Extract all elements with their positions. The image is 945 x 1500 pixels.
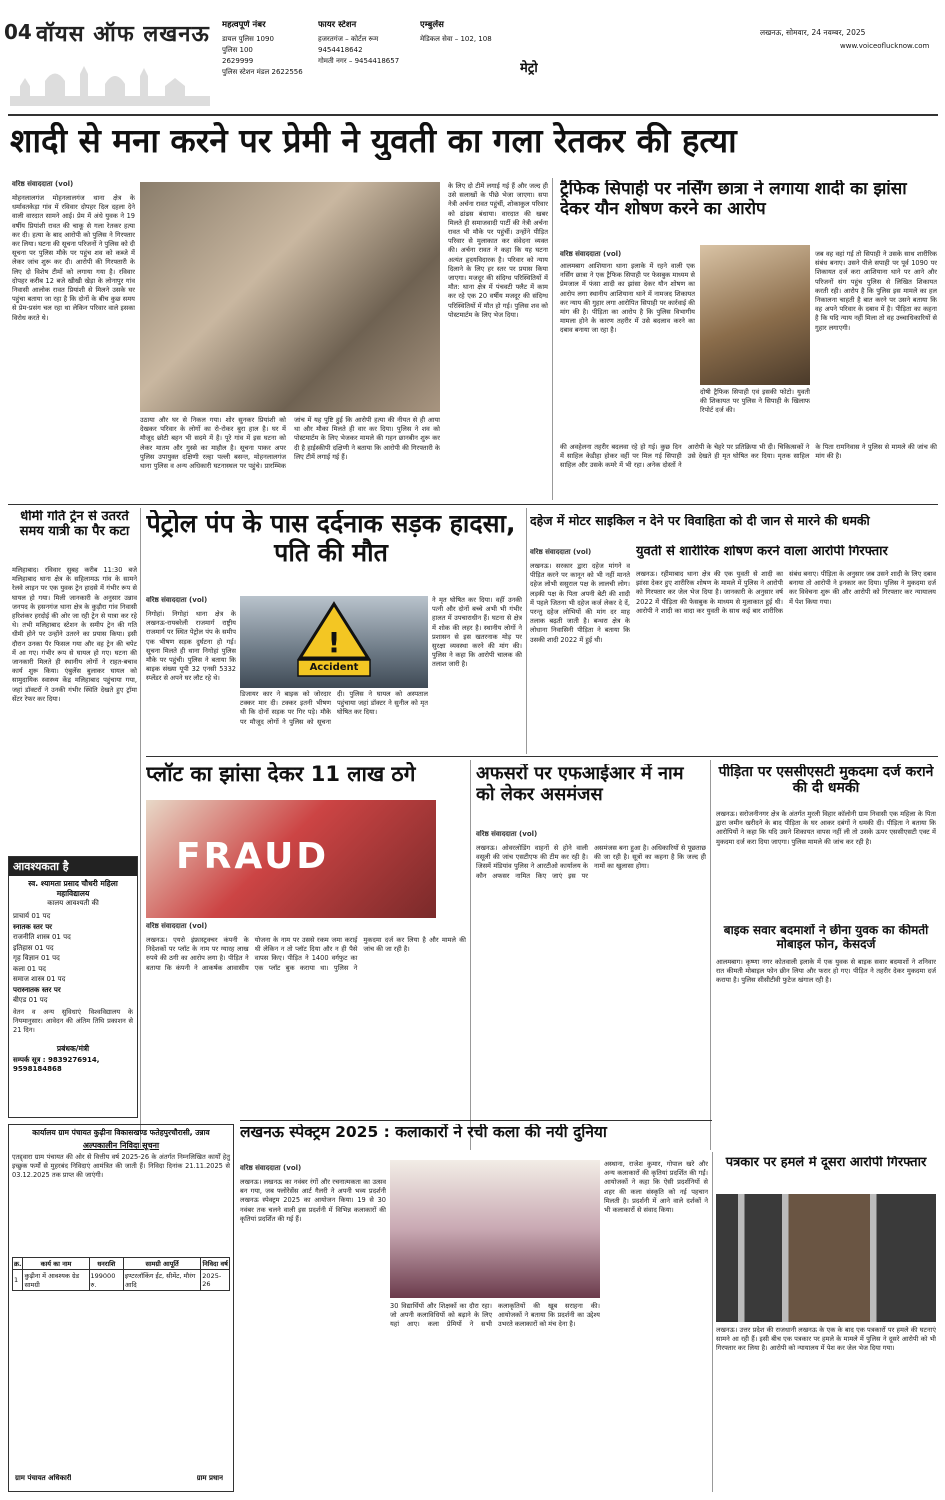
dowry-col1: लखनऊ। सरकार द्वारा दहेज मांगने व पीड़ित करने पर कानून को भी नहीं मानते दहेज लोभी ससुराल पक्ष के लालची लोग। लड़की पक्ष के पिता अपनी बेटी की शादी में पहले जितना भी दहेज कर्ज लेकर दे दें, परन्तु दहेज लोभियों की मांग दर माह तलाक बढ़ती जाती है। बन्थरा क्षेत्र के लोधाना निवासिनी पीड़िता ने बताया कि उसकी शादी 2022 में हुई थी। xyxy=(530,562,630,644)
attack-photo xyxy=(716,1194,936,1322)
dateline: लखनऊ, सोमवार, 24 नवम्बर, 2025 xyxy=(760,28,866,37)
accident-label: Accident xyxy=(309,662,359,673)
table-header: कार्य का नाम xyxy=(23,1258,89,1270)
fraud-byline: वरिष्ठ संवाददाता (vol) xyxy=(146,922,208,930)
lead-photo xyxy=(140,182,440,412)
fraud-headline: प्लॉट का झांसा देकर 11 लाख ठगे xyxy=(146,762,416,786)
tender-footer-left: ग्राम पंचायत अधिकारी xyxy=(15,1474,72,1482)
need-post: इतिहास 01 पद xyxy=(13,943,54,952)
petrol-byline: वरिष्ठ संवाददाता (vol) xyxy=(146,596,208,604)
traffic-col3: जब वह वहां गई तो सिपाही ने उसके साथ शारीरिक संबंध बनाए। उसने पीले सपाही पर पूर्व 1090 पर शिकायत दर्ज करा आशियाना थाने पर आने और परिजनों संग पहुंच पुलिस से लिखित शिकायत करती रही। आरोप है कि पुलिस इस मामले का हल निकालना चाहती है बात करने पर उसने बताया कि वह अपने परिवार के दबाव में है। पीड़िता का कहना है कि यदि न्याय नहीं मिला तो वह उच्चाधिकारियों से गुहार लगाएगी। xyxy=(815,250,937,332)
tender-footer-right: ग्राम प्रधान xyxy=(196,1474,223,1482)
train-body: मलिहाबाद। रविवार सुबह करीब 11:30 बजे मलिहाबाद थाना क्षेत्र के सहिलामऊ गांव के सामने रेलवे लाइन पर एक युवक ट्रेन हादसे में गंभीर रूप से घायल हो गया। मिली जानकारी के अनुसार उन्नाव जनपद के हसनगंज थाना क्षेत्र के कुड़ौरा गांव निवासी हरिशंकर हरदोई की ओर जा रही ट्रेन से यात्रा कर रहे थे। तभी मलिहाबाद स्टेशन के समीप ट्रेन की गति धीमी होने पर उन्होंने उतरने का प्रयास किया। इसी दौरान उनका पैर फिसल गया और वह ट्रेन की चपेट में आ गए। गंभीर रूप से घायल हो गए। घटना की जानकारी मिलते ही स्थानीय लोगों ने राहत-बचाव कार्य शुरू किया। एंबुलेंस बुलाकर घायल को सामुदायिक स्वास्थ्य केंद्र मलिहाबाद पहुंचाया गया, जहां डॉक्टरों ने उनकी गंभीर स्थिति देखते हुए ट्रॉमा सेंटर रेफर कर दिया। xyxy=(12,566,137,703)
table-cell: 1 xyxy=(13,1270,23,1291)
need-school: स्व. श्यामता प्रसाद चौधरी महिला महाविद्यालय xyxy=(28,879,118,898)
number-line: 2629999 xyxy=(222,57,254,65)
section-name: मेट्रो xyxy=(520,61,538,76)
divider xyxy=(710,760,711,1150)
dowry-byline: वरिष्ठ संवाददाता (vol) xyxy=(530,548,592,556)
numbers-title: महत्वपूर्ण नंबर xyxy=(222,20,266,30)
number-line: पुलिस 100 xyxy=(222,46,253,54)
fir-body: लखनऊ। ओवरलोडिंग वाहनों से होने वाली वसूली की जांच एसटीएफ की टीम कर रही है। जिसमें मंडियांव पुलिस ने आरटीओ कार्यालय के कौन अफसर नामित किए जाएं इस पर असमंजस बना हुआ है। अधिकारियों से पूछताछ की जा रही है। सूत्रों का कहना है कि जल्द ही नामों का खुलासा होगा। xyxy=(476,844,706,880)
rule xyxy=(240,1120,712,1121)
need-post: परास्नातक स्तर पर xyxy=(13,985,61,994)
petrol-col2: निगोहां। निगोहां थाना क्षेत्र के लखनऊ-रायबरेली राजमार्ग राष्ट्रीय राजमार्ग पर स्थित पेट्रोल पंप के समीप एक भीषण सड़क दुर्घटना हो गई। सूचना मिलते ही थाना निगोहां पुलिस मौके पर पहुंची। पुलिस ने बताया कि बाइक संख्या यूपी 32 एनसी 5332 स्प्लेंडर से अपने घर लौट रहे थे। xyxy=(146,610,236,683)
fraud-body: लखनऊ। एयरो इंफ्रास्ट्रक्चर कंपनी के निदेशकों पर प्लॉट के नाम पर ग्यारह लाख रुपये की ठगी का आरोप लगा है। पीड़ित ने बताया कि कंपनी ने आकर्षक आवासीय योजना के नाम पर उससे रकम जमा कराई थी लेकिन न तो प्लॉट दिया और न ही पैसे वापस किए। पीड़ित ने 1400 वर्गफुट का एक प्लॉट बुक कराया था। पुलिस ने मुकदमा दर्ज कर लिया है और मामले की जांच की जा रही है। xyxy=(146,936,466,972)
skyline-graphic xyxy=(10,56,210,106)
table-cell: कुढ़ीना में आवश्यक ग्रेड सामग्री xyxy=(23,1270,89,1291)
number-line: पुलिस स्टेशन मंडल 2622556 xyxy=(222,68,303,76)
traffic-caption: दोषी ट्रैफिक सिपाही एवं इसकी फोटो। युवती की शिकायत पर पुलिस ने सिपाही के खिलाफ रिपोर्ट दर्ज की। xyxy=(700,388,810,415)
svg-text:!: ! xyxy=(327,626,341,659)
lead-col1: मोहनलालगंज मोहनलालगंज थाना क्षेत्र के धर्मावतकेड़ा गांव में रविवार दोपहर दिल दहला देने वाली वारदात सामने आई। प्रेम में अंधे युवक ने 19 वर्षीय प्रियांशी रावत की चाकू से गला रेतकर हत्या कर दी। हत्या के बाद आरोपी को पुलिस ने गिरफ्तार कर लिया। घटना की सूचना परिजनों ने पुलिस को दी सूचना पर पुलिस मौके पर पहुंच शव को कब्जे में लेकर जांच शुरू कर दी। आरोपी की गिरफ्तारी के लिए दो विशेष टीमों को लगाया गया है। रविवार दोपहर करीब 12 बजे खीखी खेड़ा के लोनापुर गांव निवासी आलोक रावत प्रियांशी से मिलने उसके घर पहुंचा बताया जा रहा है कि दोनों के बीच कुछ समय से प्रेम-प्रसंग चल रहा था लेकिन परिवार वाले इसका विरोध करते थे। xyxy=(12,194,135,322)
spectrum-col3: अस्थाना, राजेश कुमार, गोपाल खरे और अन्य कलाकारों की कृतियां प्रदर्शित की गईं। आयोजकों ने कहा कि ऐसी प्रदर्शनियों से शहर की कला संस्कृति को नई पहचान मिलती है। प्रदर्शनी में आने वाले दर्शकों ने भी कलाकारों से संवाद किया। xyxy=(604,1160,708,1215)
need-box xyxy=(8,856,138,1118)
need-post: स्नातक स्तर पर xyxy=(13,922,53,931)
tender-body: एतद्द्वारा ग्राम पंचायत की ओर से वित्तीय वर्ष 2025-26 के अंतर्गत निम्नलिखित कार्यों हेतु इच्छुक फर्मों से मुहरबंद निविदाएं आमंत्रित की जाती हैं। निविदा दिनांक 21.11.2025 से 03.12.2025 तक प्राप्त की जाएंगी। xyxy=(12,1153,230,1180)
need-post: कला 01 पद xyxy=(13,964,46,973)
numbers-box xyxy=(222,20,312,100)
divider xyxy=(712,1152,713,1492)
need-post: राजनीति शास्त्र 01 पद xyxy=(13,933,71,941)
table-header: निविदा वर्ष xyxy=(201,1258,230,1270)
traffic-headline: ट्रैफिक सिपाही पर नर्सिंग छात्रा ने लगाया शादी का झांसा देकर यौन शोषण करने का आरोप xyxy=(560,180,907,219)
arrest-headline: युवती से शारीरिक शोषण करने वाला आरोपी गिरफ्तार xyxy=(636,545,888,559)
fire-box xyxy=(318,20,418,100)
lead-headline: शादी से मना करने पर प्रेमी ने युवती का गला रेतकर की हत्या xyxy=(10,122,737,160)
need-subtitle: कालय आवश्यती की xyxy=(47,899,99,907)
tender-title: कार्यालय ग्राम पंचायत कुढ़ीना विकासखण्ड फतेहपुरचौरासी, उन्नाव xyxy=(32,1128,210,1137)
table-cell: 199000 रु. xyxy=(89,1270,123,1291)
petrol-col3: डिजायर कार ने बाइक को जोरदार टक्कर मार दी। टक्कर इतनी भीषण थी कि दोनों सड़क पर गिर पड़े। मौके पर मौजूद लोगों ने पुलिस को सूचना दी। पुलिस ने घायल को अस्पताल पहुंचाया जहां डॉक्टर ने सुनील को मृत घोषित कर दिया। xyxy=(240,690,428,726)
ambulance-title: एम्बुलेंस xyxy=(420,20,444,30)
paper-name: वॉयस ऑफ लखनऊ xyxy=(36,22,210,47)
need-note: वेतन व अन्य सुविधाएं विश्वविद्यालय के नियमानुसार। आवेदन की अंतिम तिथि प्रकाशन से 21 दिन। xyxy=(13,1007,133,1034)
lead-col3: के लिए दो टीमें लगाई गई हैं और जल्द ही उसे सलाखों के पीछे भेजा जाएगा। सपा नेत्री अर्चना रावत पहुंचीं, शोकाकुल परिवार को ढांढस बंधाया। वारदात की खबर मिलते ही समाजवादी पार्टी की नेत्री अर्चना रावत भी मौके पर पहुंचीं। उन्होंने पीड़ित परिवार से मुलाकात कर संवेदना व्यक्त की। अर्चना रावत ने कहा कि यह घटना अत्यंत हृदयविदारक है। परिवार को न्याय दिलाने के लिए हर स्तर पर प्रयास किया जाएगा। मजदूर की संदिग्ध परिस्थितियों में मौत: थाना क्षेत्र में पंचवटी फ्लैट में काम कर रहे एक 20 वर्षीय मजदूर की संदिग्ध परिस्थितियों में मौत हो गई। पुलिस शव को पोस्टमार्टम के लिए भेज दिया। xyxy=(448,182,548,319)
divider xyxy=(140,508,141,1148)
traffic-byline: वरिष्ठ संवाददाता (vol) xyxy=(560,250,622,258)
table-header: सामग्री आपूर्ति xyxy=(123,1258,200,1270)
masthead-rule xyxy=(8,114,938,116)
bike-body: आलमबाग। कृष्णा नगर कोतवाली इलाके में एक युवक से बाइक सवार बदमाशों ने शनिवार रात कीमती मोबाइल फोन छीन लिया और फरार हो गए। पीड़ित ने तहरीर देकर मुकदमा दर्ज कराया है। पुलिस सीसीटीवी फुटेज खंगाल रही है। xyxy=(716,958,936,985)
skyline-icon xyxy=(10,56,210,106)
tender-box xyxy=(8,1124,234,1492)
petrol-headline: पेट्रोल पंप के पास दर्दनाक सड़क हादसा, पति की मौत xyxy=(146,510,516,567)
need-title: आवश्यकता है xyxy=(9,857,137,876)
need-manager: प्रबंधक/मंत्री xyxy=(56,1043,90,1053)
sc-body: लखनऊ। सरोजनीनगर क्षेत्र के अंतर्गत मुरली विहार कॉलोनी ग्राम निवासी एक महिला के पिता द्वारा जमीन खरीदने के बाद पीड़िता के घर आकर दबंगों ने धमकी दी। पीड़िता ने बताया कि आरोपियों ने कहा कि यदि उसने शिकायत वापस नहीं ली तो उसके ऊपर एससीएसटी एक्ट में मुकदमा दर्ज करा दिया जाएगा। पुलिस मामले की जांच कर रही है। xyxy=(716,810,936,846)
need-phone: सम्पर्क सूत्र : 9839276914, 9598184868 xyxy=(13,1055,100,1073)
table-header: क्र. xyxy=(13,1258,23,1270)
divider xyxy=(526,508,527,754)
train-headline: धीमी गति ट्रेन से उतरते समय यात्री का पैर कटा xyxy=(19,510,130,539)
fraud-image xyxy=(146,800,436,918)
divider xyxy=(552,178,553,500)
spectrum-col1: लखनऊ। लखनऊ का नवंबर रंगों और रचनात्मकता का उत्सव बन गया, जब फ्लोरेसेंस आर्ट गैलरी ने अपनी भव्य प्रदर्शनी लखनऊ स्पेक्ट्रम 2025 का आयोजन किया। 19 से 30 नवंबर तक चलने वाली इस प्रदर्शनी में विभिन्न कलाकारों की कृतियां प्रदर्शित की गई हैं। xyxy=(240,1178,386,1223)
spectrum-col2: 30 विद्यार्थियों और शिक्षकों का दौरा रहा। जो अपनी कलाविधियों को बढ़ाने के लिए यहां आए। कला प्रेमियों ने सभी कलाकृतियों की खूब सराहना की। आयोजकों ने बताया कि प्रदर्शनी का उद्देश्य उभरते कलाकारों को मंच देना है। xyxy=(390,1302,600,1329)
lead-col2: उठाया और घर से निकल गया। शोर सुनकर प्रियांशी को देखकर परिवार के लोगों का रो-रोकर बुरा हाल है। घर में मौजूद छोटी बहन भी सदमे में है। पूरे गांव में इस घटना को लेकर मातम और गुस्से का माहौल है। सूचना पाकर अपर पुलिस उपायुक्त दक्षिणी रल्हा पल्ली बसन्त, मोहनलालगंज थाना पुलिस व अन्य अधिकारी घटनास्थल पर पहुंचे। प्रारम्भिक जांच में यह पुष्टि हुई कि आरोपी हत्या की नीयत से ही आया था और मौका मिलते ही वार कर दिया। पुलिस ने शव को पोस्टमार्टम के लिए भेजकर मामले की गहन छानबीन शुरू कर दी है हाईस्कीपी दक्षिणी ने बताया कि आरोपी की गिरफ्तारी के लिए टीमें लगाई गई हैं। xyxy=(140,416,440,471)
fir-byline: वरिष्ठ संवाददाता (vol) xyxy=(476,830,538,838)
table-row xyxy=(13,1270,230,1291)
need-post: गृह विज्ञान 01 पद xyxy=(13,954,60,962)
website: www.voiceoflucknow.com xyxy=(840,42,930,50)
table-cell: इण्टरलॉकिंग ईंट, सीमेंट, मौरंग आदि xyxy=(123,1270,200,1291)
fire-title: फायर स्टेशन xyxy=(318,20,357,30)
table-cell: 2025-26 xyxy=(201,1270,230,1291)
fraud-label: FRAUD xyxy=(176,836,330,877)
fir-headline: अफसरों पर एफआईआर में नाम को लेकर असमंजस xyxy=(476,764,684,805)
traffic-tail: की अवहेलना तहरीर बदलवा रहे हो गई। कुछ दिन में साहिल केडीहा होकर वहीं पर मिल गई सिपाही साहिल और उसके कमरे में भी रहा। अनेक दोस्तों ने आरोपी के चेहरे पर प्रतिक्रिया भी दी। चिकित्सकों ने उसे देखते ही मृत घोषित कर दिया। मृतक साहिल के पिता रामनिवास ने पुलिस से मामले की जांच की मांग की है। xyxy=(560,443,937,470)
rule xyxy=(8,504,938,505)
attack-headline: पत्रकार पर हमले में दूसरा आरोपी गिरफ्तार xyxy=(725,1156,927,1170)
accident-image xyxy=(240,596,428,688)
fire-line: गोमती नगर – 9454418657 xyxy=(318,57,400,65)
ambulance-box xyxy=(420,20,515,100)
dowry-headline: दहेज में मोटर साइकिल न देने पर विवाहिता को दी जान से मारने की धमकी xyxy=(530,514,870,528)
table-header: धनराशि xyxy=(89,1258,123,1270)
number-line: डायल पुलिस 1090 xyxy=(222,35,274,43)
spectrum-photo xyxy=(390,1160,600,1298)
bike-headline: बाइक सवार बदमाशों ने छीना युवक का कीमती मोबाइल फोन, केसदर्ज xyxy=(723,924,929,951)
lead-byline: वरिष्ठ संवाददाता (vol) xyxy=(12,180,74,188)
tender-subtitle: अल्पकालीन निविदा सूचना xyxy=(82,1141,160,1150)
tender-table xyxy=(12,1257,230,1291)
arrest-body: लखनऊ। रहीमाबाद थाना क्षेत्र की एक युवती से शादी का झांसा देकर हुए शारीरिक शोषण के मामले में पुलिस ने आरोपी को गिरफ्तार कर जेल भेज दिया है। जानकारी के अनुसार वर्ष 2022 में पीड़िता की फेसबुक के माध्यम से मुलाकात हुई थी। आरोपी ने शादी का वादा कर युवती के साथ कई बार शारीरिक संबंध बनाए। पीड़िता के अनुसार जब उसने शादी के लिए दबाव बनाया तो आरोपी ने इनकार कर दिया। पुलिस ने मुकदमा दर्ज कर विवेचना शुरू की और आरोपी को गिरफ्तार कर न्यायालय में पेश किया गया। xyxy=(636,570,936,615)
masthead xyxy=(0,0,945,115)
spectrum-byline: वरिष्ठ संवाददाता (vol) xyxy=(240,1164,302,1172)
rule xyxy=(146,756,938,757)
need-post: समाज शास्त्र 01 पद xyxy=(13,975,66,983)
traffic-photo xyxy=(700,245,810,385)
divider xyxy=(470,760,471,1150)
attack-body: लखनऊ। उत्तर प्रदेश की राजधानी लखनऊ के एक के बाद एक पत्रकारों पर हमले की घटनाएं सामने आ रही हैं। इसी बीच एक पत्रकार पर हमले के मामले में पुलिस ने दूसरे आरोपी को भी गिरफ्तार कर लिया है। आरोपी को न्यायालय में पेश कर जेल भेज दिया गया। xyxy=(716,1326,936,1353)
need-post: प्राचार्य 01 पद xyxy=(13,912,51,920)
traffic-col1: आलमबाग आशियाना थाना इलाके में रहने वाली एक नर्सिंग छात्रा ने एक ट्रैफिक सिपाही पर फेसबुक माध्यम से प्रेमजाल में फंसा शादी का झांसा देकर यौन शोषण का आरोप लगा स्थानीय आशियाना थाने में नामजद शिकायत कर न्याय की गुहार लगा आरोपित सिपाही पर कार्रवाई की मांग की है। पीड़िता का आरोप है कि पुलिस विभागीय मामला होने के कारण तहरीर में उसे बदलाव करने का दबाव बनाया जा रहा है। xyxy=(560,262,695,335)
fire-line: हजरतगंज – कोर्टल रूम 9454418642 xyxy=(318,35,379,54)
spectrum-headline: लखनऊ स्पेक्ट्रम 2025 : कलाकारों ने रची कला की नयी दुनिया xyxy=(240,1124,607,1141)
ambulance-line: मेडिकल सेवा – 102, 108 xyxy=(420,35,492,43)
petrol-col4: ने मृत घोषित कर दिया। वहीं उनकी पत्नी और दोनों बच्चे अभी भी गंभीर हालत में उपचाराधीन हैं। घटना से क्षेत्र में शोक की लहर है। स्थानीय लोगों ने प्रशासन से इस खतरनाक मोड़ पर सुरक्षा व्यवस्था करने की मांग की। पुलिस ने कहा कि आरोपी चालक की तलाश जारी है। xyxy=(432,596,522,669)
sc-headline: पीड़िता पर एससीएसटी मुकदमा दर्ज कराने की दी धमकी xyxy=(718,764,934,797)
page-number: 04 xyxy=(4,20,32,44)
need-post: बीएड 01 पद xyxy=(13,996,48,1004)
